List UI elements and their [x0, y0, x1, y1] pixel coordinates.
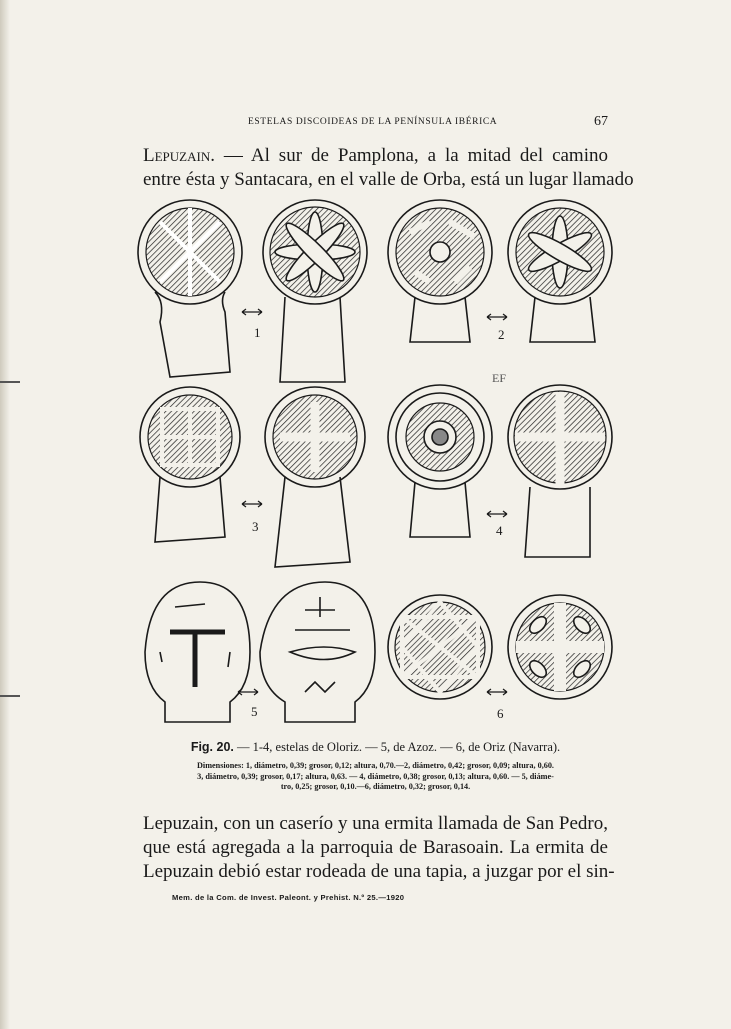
- stele-6-back: [508, 595, 612, 699]
- page-number: 67: [594, 114, 608, 129]
- figure-number-4: 4: [496, 523, 503, 538]
- stele-4-back: [508, 385, 612, 557]
- dimensions-line-3: tro, 0,25; grosor, 0,10.—6, diámetro, 0,32; grosor, 0,14.: [280, 782, 471, 792]
- intro-line-1-text: — Al sur de Pamplona, a la mitad del camino: [214, 145, 608, 166]
- page-footer: Mem. de la Com. de Invest. Paleont. y Prehist. N.º 25.—1920: [172, 893, 405, 902]
- body-line-3: Lepuzain debió estar rodeada de una tapia, a juzgar por el sin-: [143, 861, 615, 882]
- body-line-1: Lepuzain, con un caserío y una ermita llamada de San Pedro,: [143, 813, 608, 834]
- steles-illustration: [130, 192, 620, 732]
- caption-text: — 1-4, estelas de Oloriz. — 5, de Azoz. — 6, de Oriz (Navarra).: [233, 740, 561, 754]
- dimensions-line-1: [143, 761, 608, 772]
- dimensions-line-1-text: 1, diámetro, 0,39; grosor, 0,12; altura, 0,70.—2, diámetro, 0,42; grosor, 0,09; altura, 0,60.: [243, 761, 554, 770]
- stele-4-front: [388, 385, 492, 537]
- dimensions-label: Dimensiones:: [197, 761, 244, 770]
- stele-3-front: [140, 387, 240, 542]
- stele-5-back: [260, 582, 375, 722]
- figure-number-1: 1: [254, 325, 261, 340]
- stray-mark: EF: [492, 371, 507, 385]
- place-name: Lepuzain.: [143, 145, 215, 166]
- intro-line-1: [143, 144, 608, 168]
- edge-mark: [0, 381, 20, 383]
- page-edge-shadow: [0, 0, 10, 1029]
- figure-dimensions: [143, 761, 608, 793]
- figure-label: Fig. 20.: [190, 740, 234, 754]
- stele-5-front: [145, 582, 250, 722]
- figure-number-3: 3: [252, 519, 259, 534]
- intro-line-2: entre ésta y Santacara, en el valle de Orba, está un lugar llamado: [143, 169, 634, 190]
- figure-number-6: 6: [497, 706, 504, 721]
- stele-1-back: [263, 200, 367, 382]
- stele-1-front: [138, 200, 242, 377]
- figure-number-2: 2: [498, 327, 505, 342]
- stele-3-back: [265, 387, 365, 567]
- figure-caption: [143, 740, 608, 755]
- dimensions-line-2: 3, diámetro, 0,39; grosor, 0,17; altura, 0,63. — 4, diámetro, 0,38; grosor, 0,13; altura, 0,60. — 5, diáme-: [197, 771, 554, 781]
- running-head: ESTELAS DISCOIDEAS DE LA PENÍNSULA IBÉRICA: [248, 117, 498, 127]
- figure-number-5: 5: [251, 704, 258, 719]
- body-line-2: que está agregada a la parroquia de Barasoain. La ermita de: [143, 837, 608, 858]
- figure-steles: [130, 192, 620, 732]
- stele-2-front: [388, 200, 492, 342]
- stele-6-front: [388, 595, 492, 699]
- edge-mark: [0, 695, 20, 697]
- stele-2-back: [508, 200, 612, 342]
- body-paragraph: [143, 812, 615, 884]
- intro-paragraph: [143, 144, 634, 192]
